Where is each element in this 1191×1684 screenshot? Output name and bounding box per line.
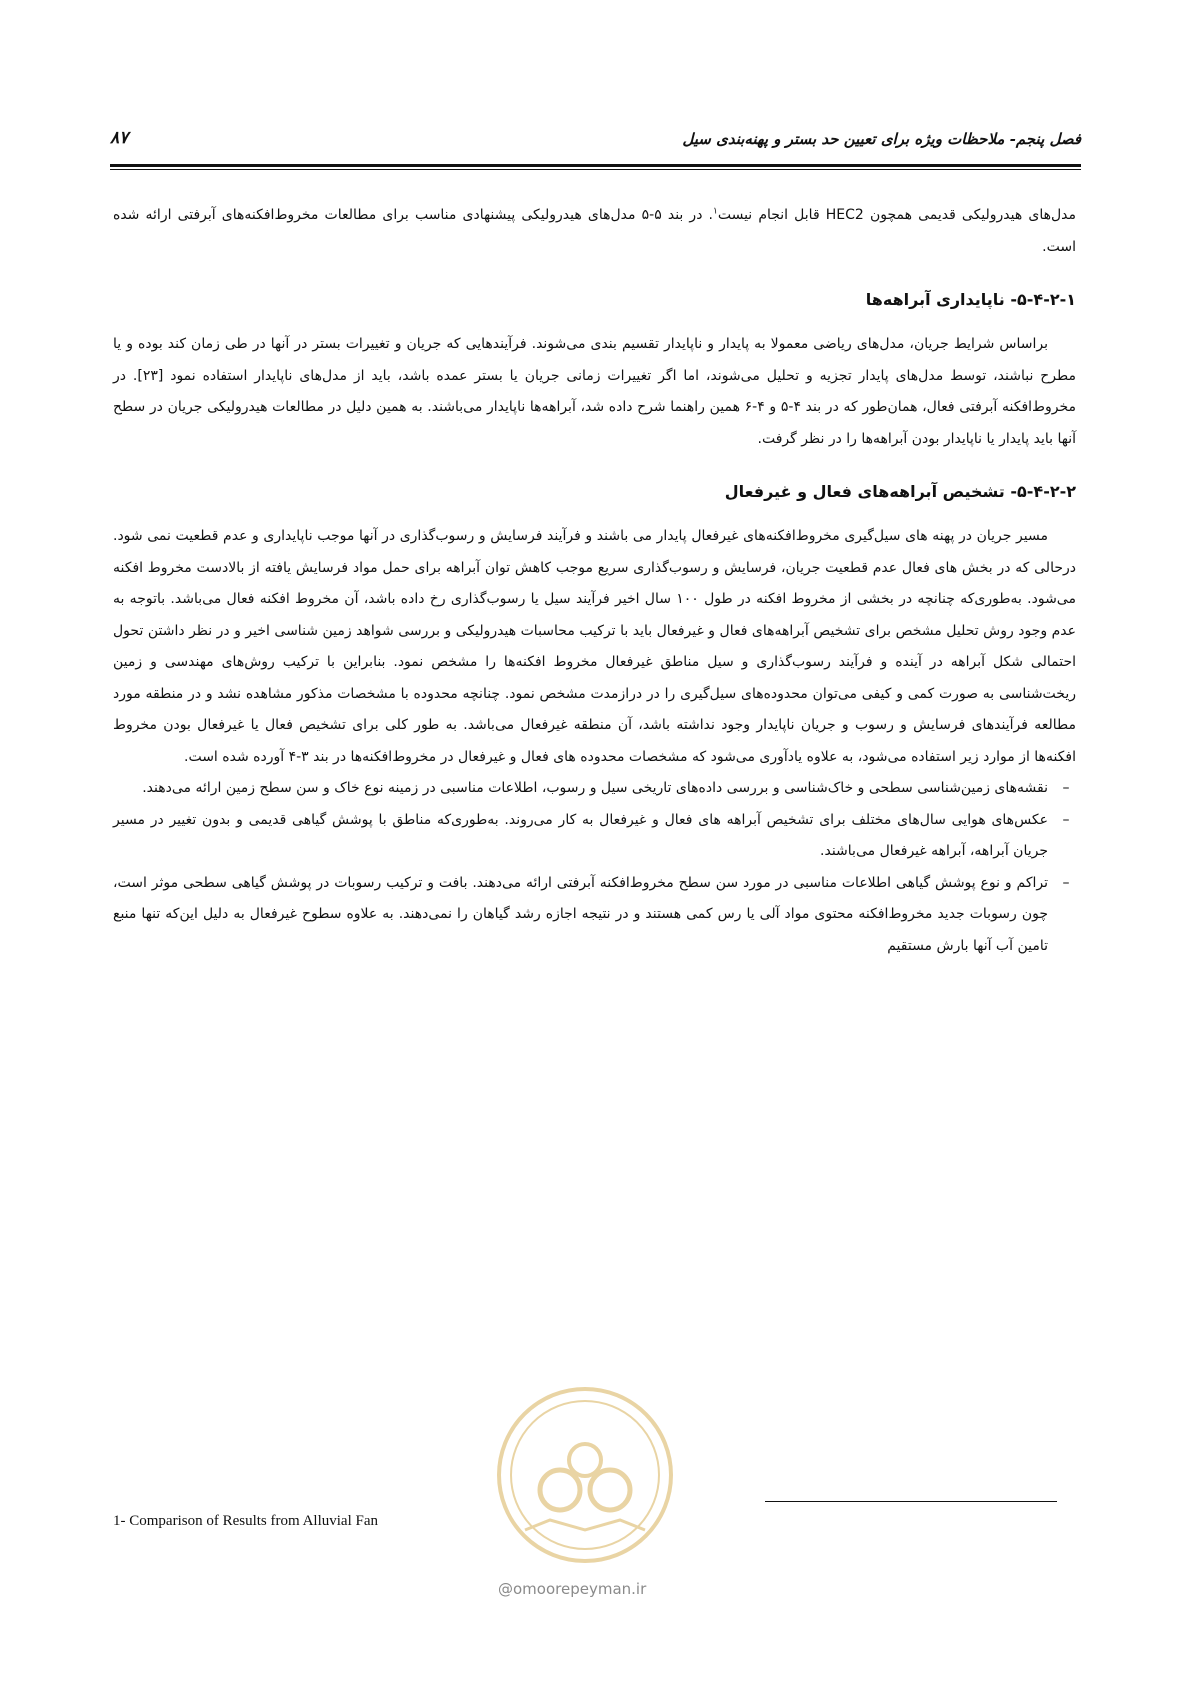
chapter-title: فصل پنجم- ملاحظات ویژه برای تعیین حد بستر و پهنه‌بندی سیل [682, 130, 1081, 148]
section1-paragraph: براساس شرایط جریان، مدل‌های ریاضی معمولا به پایدار و ناپایدار تقسیم بندی می‌شوند. فرآیندهایی که جریان و تغییرات بستر در آنها در طی زمان کند بوده و یا مطرح نباشند، توسط مدل‌های پایدار تجزیه و تحلیل می‌شوند، اما اگر تغییرات زمانی جریان یا بستر عمده باشد، باید از مدل‌های ناپایدار استفاده نمود [۲۳]. در مخروط‌افکنه آبرفتی فعال، همان‌طور که در بند ۴-۵ و ۴-۶ همین راهنما شرح داده شد، آبراهه‌ها ناپایدار می‌باشند. به همین دلیل در مطالعات هیدرولیکی جریان در سطح آنها باید پایدار یا ناپایدار بودن آبراهه‌ها را در نظر گرفت. [113, 336, 1076, 447]
intro-paragraph [113, 200, 1076, 263]
list-item-text: عکس‌های هوایی سال‌های مختلف برای تشخیص آبراهه های فعال و غیرفعال به کار می‌روند. به‌طوری‌که مناطق با پوشش گیاهی قدیمی و بدون تغییر در مسیر جریان آبراهه، آبراهه غیرفعال می‌باشند. [113, 811, 1048, 859]
criteria-list [113, 773, 1076, 962]
list-item-text: نقشه‌های زمین‌شناسی سطحی و خاک‌شناسی و بررسی داده‌های تاریخی سیل و رسوب، اطلاعات مناسبی در زمینه نوع خاک و سن سطح زمین ارائه می‌دهند. [142, 780, 1048, 796]
section-heading-instability: ۵-۴-۲-۱- ناپایداری آبراهه‌ها [865, 290, 1076, 309]
bullet-dash: – [1062, 780, 1070, 796]
footnote-marker: ۱ [713, 206, 718, 217]
list-item [113, 805, 1070, 868]
bullet-dash: – [1062, 811, 1070, 828]
intro-text-end: . در بند ۵-۵ مدل‌های هیدرولیکی پیشنهادی مناسب برای مطالعات مخروط‌افکنه‌های آبرفتی ارائه شده است. [113, 207, 1076, 255]
list-item [113, 773, 1070, 805]
page-body [113, 200, 1076, 962]
header-rule-thin [110, 169, 1081, 170]
list-item [113, 868, 1070, 963]
watermark-site: @omoorepeyman.ir [498, 1580, 647, 1598]
footnote-rule [765, 1501, 1057, 1502]
watermark-logo [490, 1380, 680, 1570]
list-item-text: تراکم و نوع پوشش گیاهی اطلاعات مناسبی در مورد سن سطح مخروط‌افکنه آبرفتی ارائه می‌دهند. بافت و ترکیب رسوبات در پوشش گیاهی سطحی موثر است، چون رسوبات جدید مخروط‌افکنه محتوی مواد آلی یا رس کمی هستند و در نتیجه اجازه رشد گیاهان را نمی‌دهند. به علاوه سطوح غیرفعال به دلیل این‌که تنها منبع تامین آب آنها بارش مستقیم [113, 874, 1048, 954]
page-number: ۸۷ [110, 128, 129, 148]
section2-paragraph: مسیر جریان در پهنه های سیل‌گیری مخروط‌افکنه‌های غیرفعال پایدار می باشند و فرآیند فرسایش و رسوب‌گذاری در آنها موجب ناپایداری و عدم قطعیت نمی شود. درحالی که در بخش های فعال عدم قطعیت جریان، فرسایش و رسوب‌گذاری سریع موجب کاهش توان آبراهه برای حمل مواد فرسایش یافته از بالادست مخروط افکنه می‌شود. به‌طوری‌که چنانچه در بخشی از مخروط افکنه در طول ۱۰۰ سال اخیر فرآیند سیل یا رسوب‌گذاری رخ داده باشد، آن مخروط افکنه فعال می‌باشد. باتوجه به عدم وجود روش تحلیل مشخص برای تشخیص آبراهه‌های فعال و غیرفعال باید با ترکیب محاسبات هیدرولیکی و بررسی شواهد زمین شناسی اخیر و در نظر داشتن تحول احتمالی شکل آبراهه در آینده و فرآیند رسوب‌گذاری و سیل مناطق غیرفعال مخروط افکنه‌ها را مشخص نمود. بنابراین با ترکیب روش‌های مهندسی و زمین ریخت‌شناسی به صورت کمی و کیفی می‌توان محدوده‌های سیل‌گیری را در درازمدت مشخص نمود. چنانچه محدوده با مشخصات مذکور مشاهده نشد و در منطقه مورد مطالعه فرآیندهای فرسایش و رسوب و جریان ناپایدار وجود نداشته باشد، آن منطقه غیرفعال می‌باشد. به طور کلی برای تشخیص فعال یا غیرفعال بودن مخروط افکنه‌ها از موارد زیر استفاده می‌شود، به علاوه یادآوری می‌شود که مشخصات محدوده های فعال و غیرفعال در مخروط‌افکنه‌ها در بند ۳-۴ آورده شده است. [113, 528, 1076, 765]
header-rule-thick [110, 164, 1081, 167]
intro-text-start: مدل‌های هیدرولیکی قدیمی همچون HEC2 قابل انجام نیست [717, 207, 1077, 223]
section-heading-active-inactive: ۵-۴-۲-۲- تشخیص آبراهه‌های فعال و غیرفعال [724, 482, 1076, 501]
bullet-dash: – [1062, 874, 1070, 891]
page-header [110, 128, 1081, 162]
footnote: 1- Comparison of Results from Alluvial Fan [113, 1513, 378, 1529]
